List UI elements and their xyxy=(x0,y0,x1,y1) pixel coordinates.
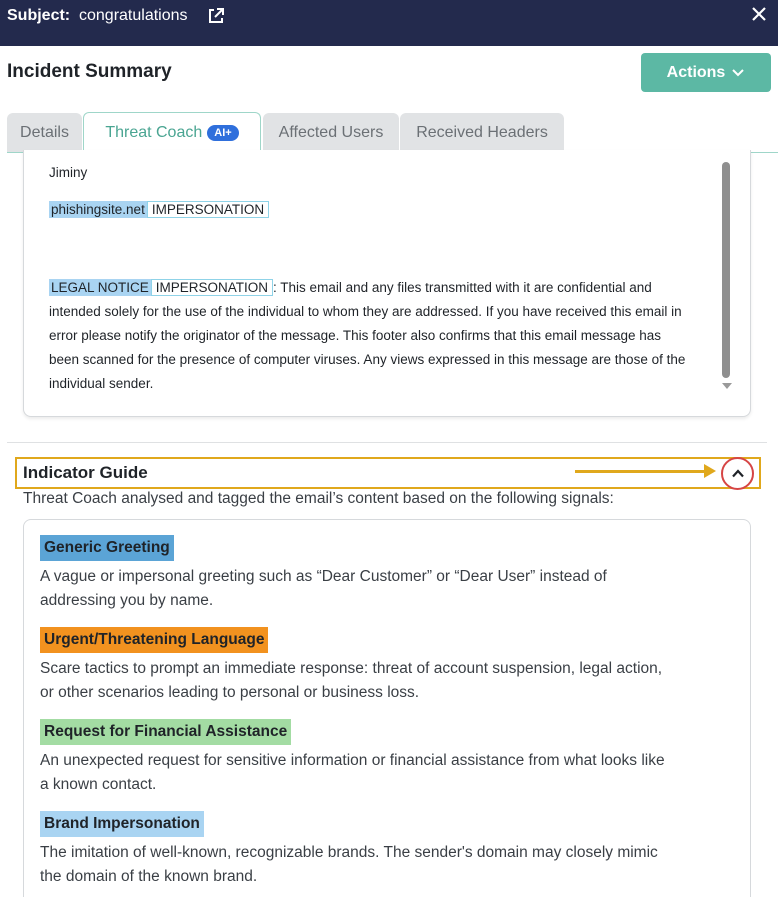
notice-line xyxy=(49,276,719,300)
impersonation-tag: IMPERSONATION xyxy=(151,279,273,296)
chevron-up-icon xyxy=(731,469,745,478)
ai-badge: AI+ xyxy=(207,125,238,141)
subject-value: congratulations xyxy=(79,7,188,24)
signal-line: An unexpected request for sensitive information or financial assistance from what looks like xyxy=(40,752,665,769)
notice-text: : This email and any files transmitted with it are confidential and xyxy=(273,280,652,295)
actions-button[interactable] xyxy=(641,53,771,92)
collapse-button[interactable] xyxy=(721,457,754,490)
section-divider xyxy=(7,442,767,443)
tab-affected-users[interactable] xyxy=(263,113,399,153)
email-body-panel[interactable] xyxy=(23,150,751,417)
tab-label: Details xyxy=(20,124,69,141)
tab-threat-coach[interactable] xyxy=(83,112,261,153)
signal-line: Scare tactics to prompt an immediate response: threat of account suspension, legal action, xyxy=(40,660,663,677)
tab-details[interactable] xyxy=(7,113,82,153)
signal-tag-brand-impersonation: Brand Impersonation xyxy=(40,811,204,837)
signal-description xyxy=(40,749,740,797)
close-icon[interactable] xyxy=(750,5,768,23)
actions-label: Actions xyxy=(666,63,726,81)
signal-description xyxy=(40,657,740,705)
signal-line: or other scenarios leading to personal or business loss. xyxy=(40,684,420,701)
signal-line: The imitation of well-known, recognizable brands. The sender's domain may closely mimic xyxy=(40,844,658,861)
signal-description xyxy=(40,565,740,613)
indicator-guide-description: Threat Coach analysed and tagged the email’s content based on the following signals: xyxy=(23,490,614,507)
annotation-arrow-head xyxy=(704,464,716,478)
title-bar xyxy=(0,0,778,46)
tab-label: Received Headers xyxy=(416,124,548,141)
indicator-guide-title: Indicator Guide xyxy=(23,463,148,482)
signal-line: a known contact. xyxy=(40,776,157,793)
legal-notice xyxy=(49,276,719,396)
notice-line: individual sender. xyxy=(49,376,154,391)
notice-highlight: LEGAL NOTICE xyxy=(51,280,149,295)
signal-description xyxy=(40,841,740,889)
domain-line xyxy=(49,202,719,217)
email-signature: Jiminy xyxy=(49,165,88,180)
signal-line: the domain of the known brand. xyxy=(40,868,258,885)
signal-tag-generic-greeting: Generic Greeting xyxy=(40,535,174,561)
notice-line: been scanned for the presence of computer viruses. Any views expressed in this message are those of the xyxy=(49,352,686,367)
tab-received-headers[interactable] xyxy=(400,113,564,153)
chevron-down-icon xyxy=(731,68,745,78)
signal-line: A vague or impersonal greeting such as “Dear Customer” or “Dear User” instead of xyxy=(40,568,607,585)
scroll-down-arrow-icon[interactable] xyxy=(722,383,732,389)
external-link-icon[interactable] xyxy=(206,6,226,26)
signal-line: addressing you by name. xyxy=(40,592,214,609)
signal-tag-financial-request: Request for Financial Assistance xyxy=(40,719,291,745)
scrollbar-thumb[interactable] xyxy=(722,162,730,378)
signal-tag-urgent-language: Urgent/Threatening Language xyxy=(40,627,268,653)
domain-highlight: phishingsite.net xyxy=(51,202,145,217)
subject-label: Subject: xyxy=(7,7,71,24)
impersonation-tag: IMPERSONATION xyxy=(147,201,269,218)
page-title: Incident Summary xyxy=(7,61,172,82)
tab-label: Affected Users xyxy=(278,124,384,141)
tab-label: Threat Coach xyxy=(105,124,203,141)
annotation-arrow-line xyxy=(575,470,707,473)
notice-line: intended solely for the use of the individual to whom they are addressed. If you have received this email in xyxy=(49,304,682,319)
notice-line: error please notify the originator of the message. This footer also confirms that this email message has xyxy=(49,328,662,343)
